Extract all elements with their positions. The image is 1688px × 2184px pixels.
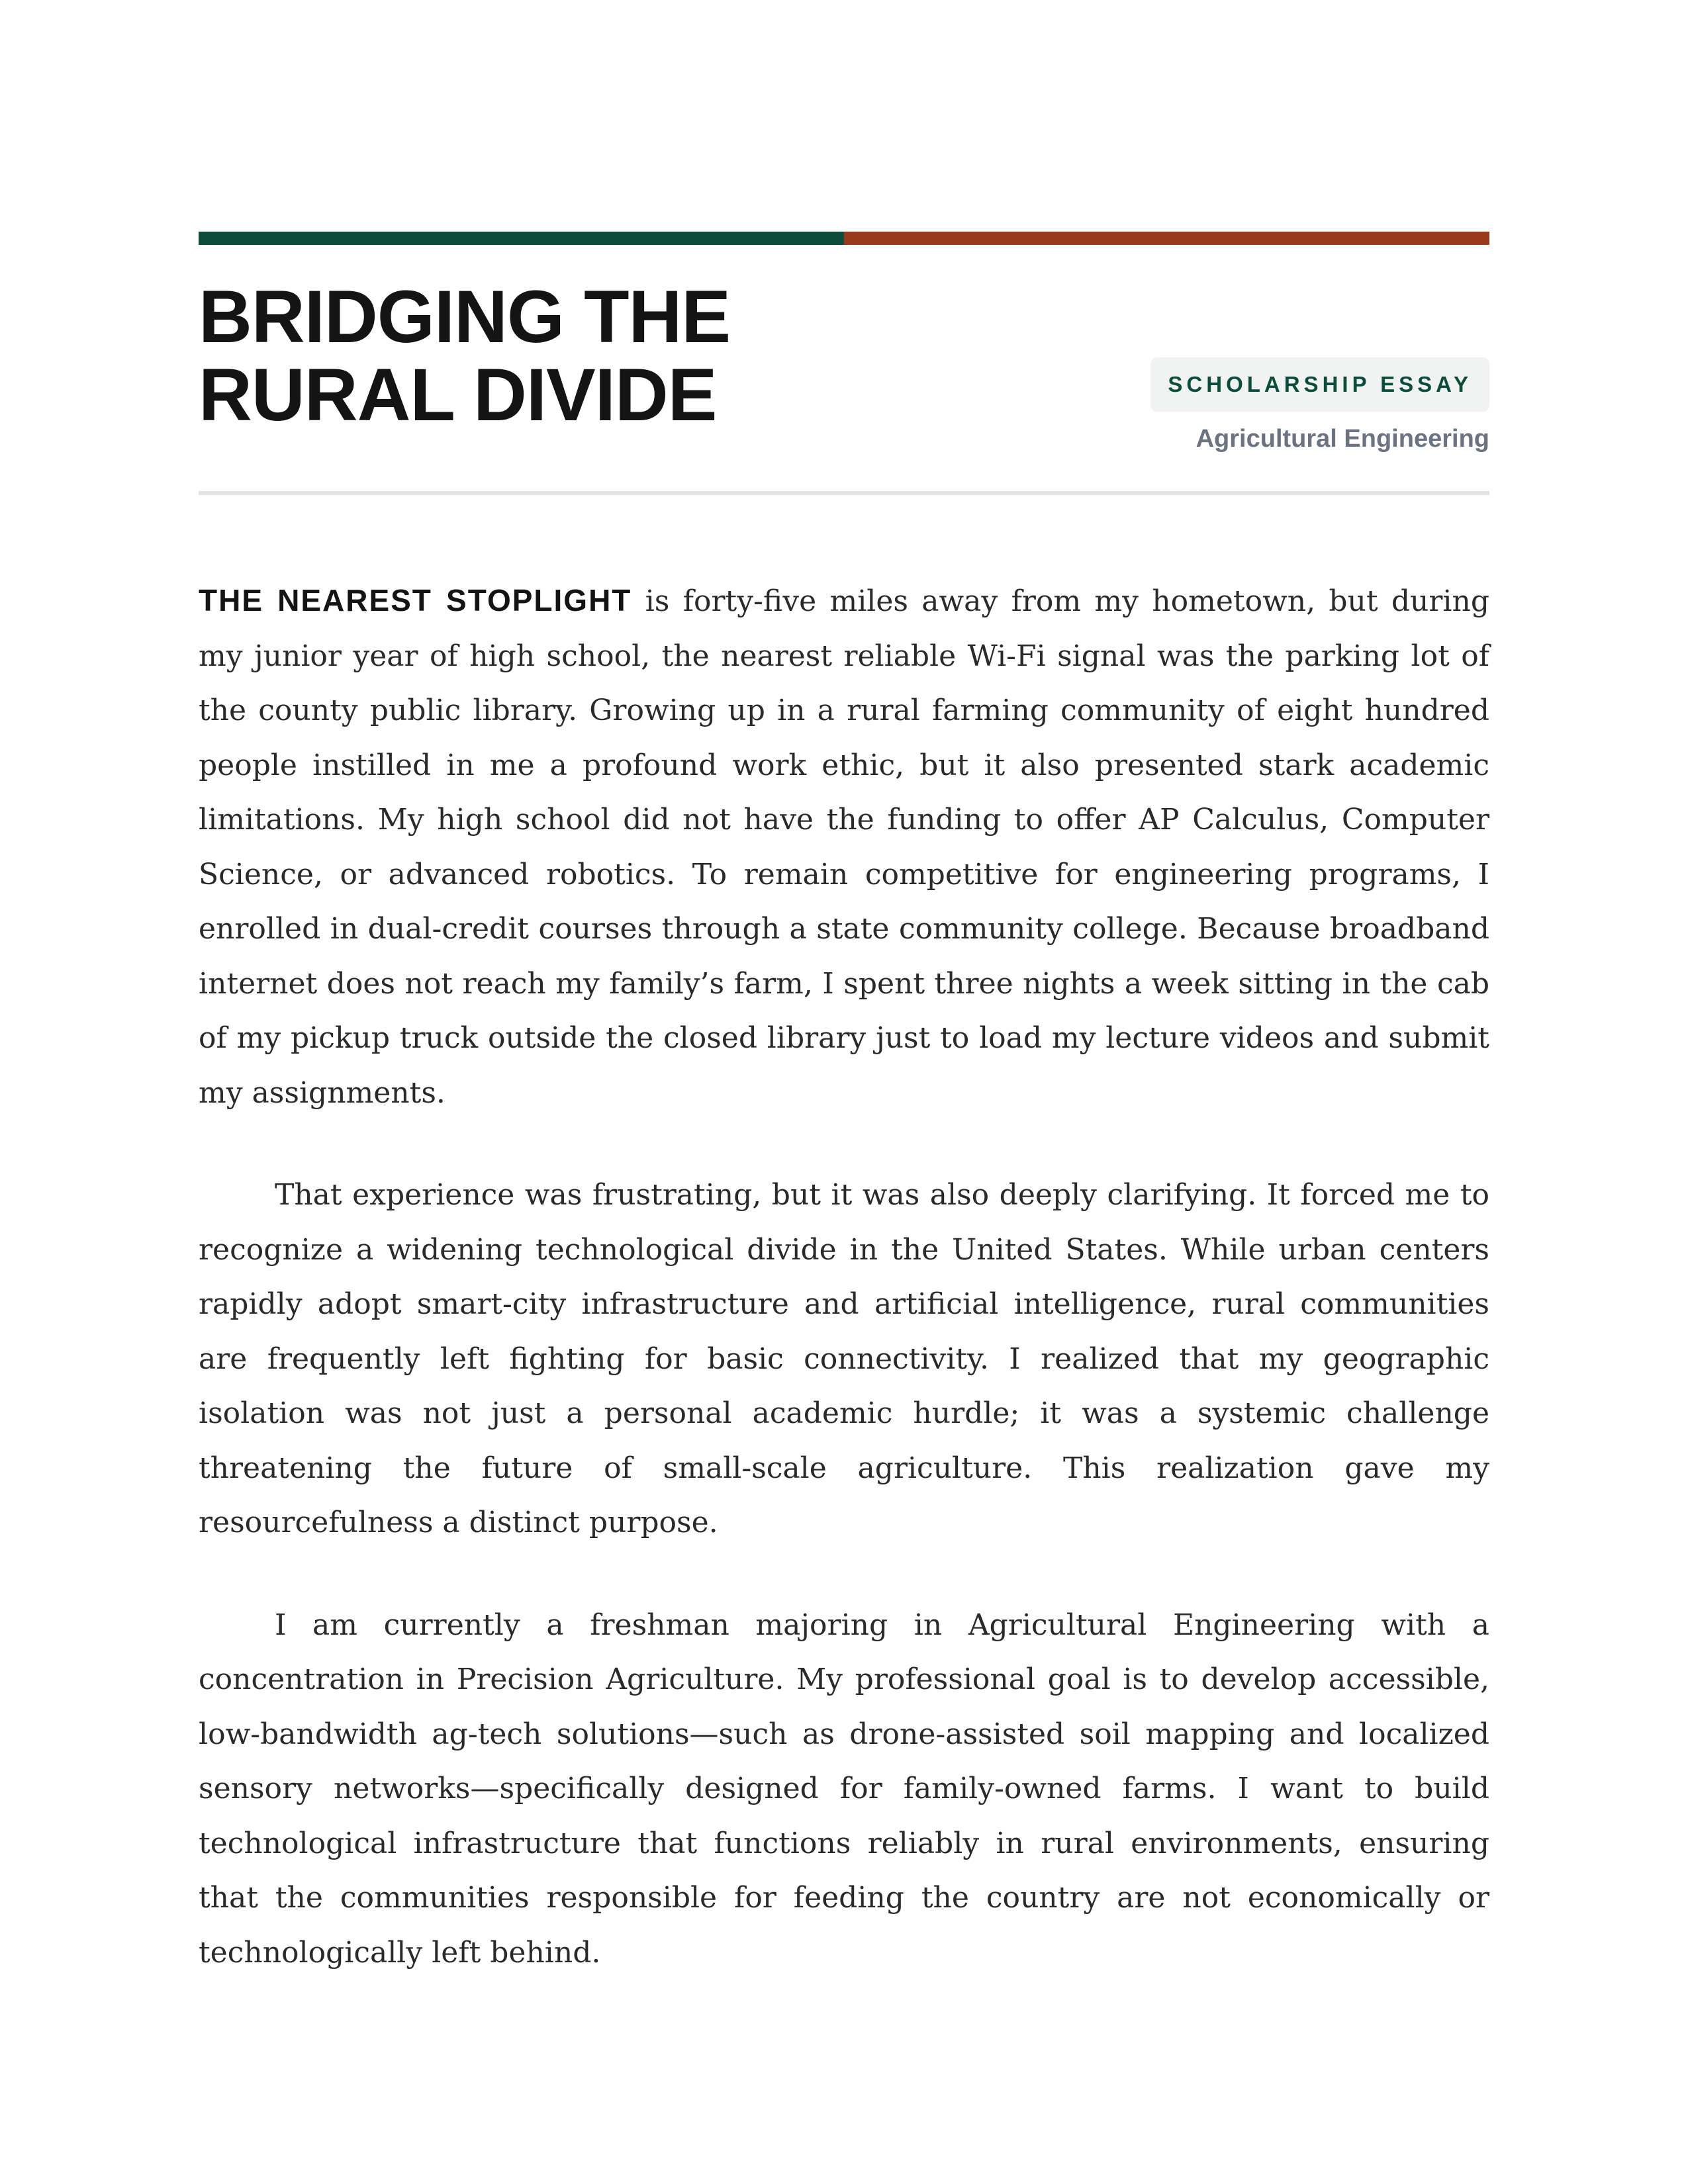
essay-paragraph-1-text: is forty-five miles away from my hometown, but during my junior year of high school, the nearest reliable Wi-Fi signal was the parking lot of the county public library. Growing up in a rural farming community of eight hundred people instilled in me a profound work ethic, but it also presented stark academic limitations. My high school did not have the funding to offer AP Calculus, Computer Science, or advanced robotics. To remain competitive for engineering programs, I enrolled in dual-credit courses through a state community college. Because broadband internet does not reach my family’s farm, I spent three nights a week sitting in the cab of my pickup truck outside the closed library just to load my lecture videos and submit my assignments. [199, 584, 1489, 1110]
accent-bar-rust-segment [844, 232, 1489, 245]
essay-subject: Agricultural Engineering [1196, 425, 1489, 453]
essay-body [199, 573, 1489, 1980]
essay-paragraph-2: That experience was frustrating, but it was also deeply clarifying. It forced me to recognize a widening technological divide in the United States. While urban centers rapidly adopt smart-city infrastructure and artificial intelligence, rural communities are frequently left fighting for basic connectivity. I realized that my geographic isolation was not just a personal academic hurdle; it was a systemic challenge threatening the future of small-scale agriculture. This realization gave my resourcefulness a distinct purpose. [199, 1178, 1489, 1539]
essay-meta [1150, 357, 1489, 454]
essay-title-line2: RURAL DIVIDE [199, 353, 717, 436]
essay-header [199, 245, 1489, 495]
essay-title-line1: BRIDGING THE [199, 275, 731, 358]
essay-lead-in: THE NEAREST STOPLIGHT [199, 583, 632, 617]
accent-bar-green-segment [199, 232, 844, 245]
essay-type-badge: SCHOLARSHIP ESSAY [1150, 357, 1489, 412]
essay-title [199, 275, 731, 436]
essay-paragraph-3: I am currently a freshman majoring in Agricultural Engineering with a concentration in Precision Agriculture. My professional goal is to develop accessible, low-bandwidth ag-tech solutions—such as drone-assisted soil mapping and localized sensory networks—specifically designed for family-owned farms. I want to build technological infrastructure that functions reliably in rural environments, ensuring that the communities responsible for feeding the country are not economically or technologically left behind. [199, 1608, 1489, 1970]
accent-bar [199, 232, 1489, 245]
essay-page [199, 232, 1489, 2028]
essay-paragraph-1 [199, 573, 1489, 1120]
